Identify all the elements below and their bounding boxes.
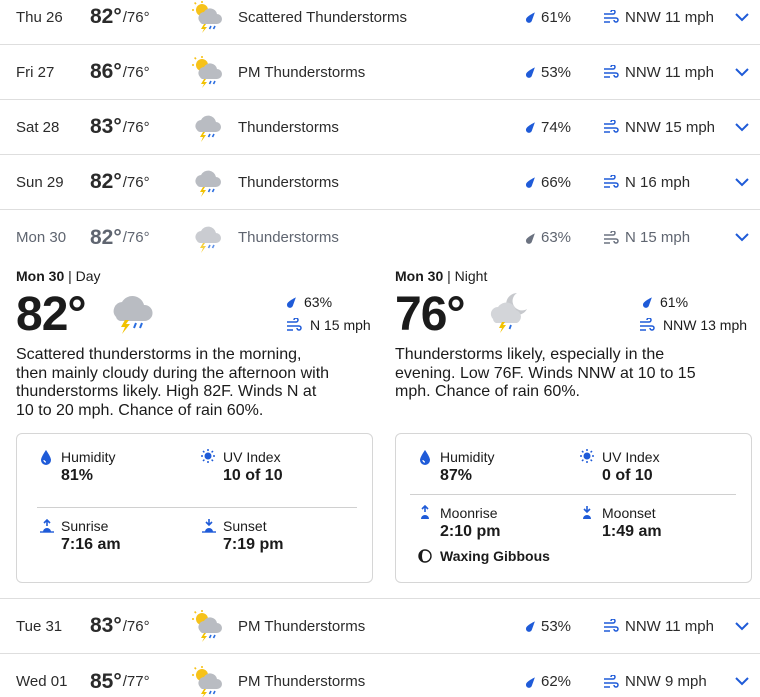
- day-part-title: [16, 268, 376, 284]
- night-part-date: Mon 30: [395, 268, 444, 284]
- humidity-cell: [440, 449, 494, 485]
- day-temperature: 82°: [16, 288, 86, 341]
- uv-index-value: 0 of 10: [602, 467, 653, 484]
- row-low: /76°: [122, 8, 150, 26]
- forecast-row-thu-26[interactable]: [0, 0, 760, 45]
- row-low: /76°: [122, 229, 150, 246]
- raindrop-icon: [525, 231, 535, 245]
- moonrise-icon: [418, 505, 432, 526]
- raindrop-icon: [525, 619, 535, 633]
- night-wind-value: NNW 13 mph: [663, 317, 748, 333]
- row-high: 85°: [90, 669, 122, 693]
- uv-index-cell: [223, 449, 283, 485]
- row-high: 86°: [90, 60, 122, 83]
- day-wind: [286, 317, 371, 333]
- moonset-cell: [602, 505, 662, 541]
- forecast-row-sat-28[interactable]: [0, 100, 760, 155]
- uv-index-label: UV Index: [602, 449, 660, 465]
- row-temps: [90, 45, 150, 99]
- moon-phase: [440, 548, 550, 564]
- row-precip: [525, 654, 571, 697]
- night-precip: [642, 294, 688, 310]
- forecast-row-wed-01[interactable]: [0, 654, 760, 697]
- row-wind-value: NNW 11 mph: [625, 8, 714, 26]
- sun-cloud-storm-icon: [190, 45, 226, 99]
- row-high: 82°: [90, 225, 122, 249]
- humidity-label: Humidity: [61, 449, 116, 465]
- cloud-storm-icon: [108, 289, 158, 342]
- row-low: /76°: [122, 118, 150, 136]
- row-low: /76°: [122, 173, 150, 191]
- raindrop-icon: [525, 675, 535, 689]
- row-temps: [90, 100, 150, 154]
- row-wind: [603, 654, 707, 697]
- day-part-panel: [16, 264, 376, 553]
- row-wind-value: N 15 mph: [625, 229, 691, 246]
- row-precip: [525, 100, 571, 154]
- sunrise-cell: [61, 518, 121, 554]
- card-divider: [37, 507, 357, 508]
- row-condition: PM Thunderstorms: [238, 63, 366, 81]
- forecast-row-mon-30[interactable]: [0, 210, 760, 265]
- moon-phase-icon: [418, 549, 432, 568]
- humidity-drop-icon: [418, 449, 432, 470]
- night-wind: [639, 317, 747, 333]
- row-precip-value: 66%: [541, 173, 572, 191]
- row-precip-value: 53%: [541, 617, 572, 635]
- wind-icon: [639, 318, 655, 332]
- sunset-cell: [223, 518, 283, 554]
- night-part-title: [395, 268, 755, 284]
- day-part-date: Mon 30: [16, 268, 65, 284]
- wind-icon: [603, 619, 619, 633]
- wind-icon: [603, 120, 619, 134]
- row-high: 82°: [90, 5, 122, 28]
- day-precip: [286, 294, 332, 310]
- row-precip-value: 63%: [541, 229, 572, 246]
- raindrop-icon: [525, 65, 535, 79]
- day-part-label: | Day: [64, 268, 101, 284]
- chevron-down-icon[interactable]: [732, 100, 752, 154]
- sunrise-value: 7:16 am: [61, 536, 121, 553]
- row-precip-value: 62%: [541, 673, 572, 690]
- moonset-value: 1:49 am: [602, 523, 662, 540]
- sunrise-icon: [39, 518, 55, 539]
- night-part-panel: [395, 264, 755, 564]
- raindrop-icon: [525, 175, 535, 189]
- row-precip: [525, 155, 571, 209]
- row-day: Sun 29: [16, 173, 64, 191]
- row-day: Thu 26: [16, 8, 63, 26]
- row-wind-value: NNW 9 mph: [625, 673, 707, 690]
- row-day: Wed 01: [16, 673, 68, 690]
- row-high: 83°: [90, 614, 122, 637]
- sunset-icon: [201, 518, 217, 539]
- row-day: Tue 31: [16, 617, 63, 635]
- moonrise-value: 2:10 pm: [440, 523, 501, 540]
- row-wind-value: NNW 11 mph: [625, 617, 714, 635]
- wind-icon: [603, 10, 619, 24]
- night-precip-value: 61%: [660, 294, 689, 310]
- humidity-cell: [61, 449, 115, 485]
- row-high: 82°: [90, 170, 122, 193]
- uv-index-cell: [602, 449, 660, 485]
- row-condition: Thunderstorms: [238, 118, 339, 136]
- row-day: Fri 27: [16, 63, 55, 81]
- row-temps: [90, 210, 150, 265]
- row-low: /77°: [122, 673, 150, 690]
- row-wind: [603, 210, 690, 265]
- row-wind-value: N 16 mph: [625, 173, 691, 191]
- chevron-down-icon[interactable]: [732, 599, 752, 653]
- chevron-down-icon[interactable]: [732, 155, 752, 209]
- humidity-drop-icon: [39, 449, 53, 470]
- wind-icon: [603, 675, 619, 689]
- cloud-storm-icon: [190, 155, 226, 209]
- row-day: Sat 28: [16, 118, 60, 136]
- humidity-value: 81%: [61, 467, 94, 484]
- row-wind: [603, 0, 714, 44]
- row-condition: Thunderstorms: [238, 229, 339, 246]
- chevron-down-icon[interactable]: [732, 0, 752, 44]
- moonrise-label: Moonrise: [440, 505, 498, 521]
- row-condition: Thunderstorms: [238, 173, 339, 191]
- wind-icon: [603, 65, 619, 79]
- row-wind-value: NNW 15 mph: [625, 118, 716, 136]
- uv-sun-icon: [580, 449, 594, 468]
- card-divider: [410, 494, 736, 495]
- sun-cloud-storm-icon: [190, 654, 226, 697]
- day-precip-value: 63%: [304, 294, 333, 310]
- row-wind-value: NNW 11 mph: [625, 63, 714, 81]
- moon-phase-value: Waxing Gibbous: [440, 548, 550, 564]
- humidity-value: 87%: [440, 467, 473, 484]
- moon-cloud-storm-icon: [487, 289, 533, 340]
- row-temps: [90, 599, 150, 653]
- row-precip: [525, 0, 571, 44]
- cloud-storm-icon: [190, 100, 226, 154]
- row-wind: [603, 45, 714, 99]
- sunset-value: 7:19 pm: [223, 536, 284, 553]
- night-part-label: | Night: [443, 268, 488, 284]
- day-details-card: [16, 433, 373, 583]
- row-precip-value: 53%: [541, 63, 572, 81]
- row-wind: [603, 100, 715, 154]
- row-precip: [525, 599, 571, 653]
- row-temps: [90, 654, 150, 697]
- row-precip: [525, 45, 571, 99]
- sun-cloud-storm-icon: [190, 0, 226, 44]
- row-precip-value: 61%: [541, 8, 572, 26]
- forecast-row-sun-29[interactable]: [0, 155, 760, 210]
- raindrop-icon: [525, 120, 535, 134]
- row-precip: [525, 210, 571, 265]
- uv-sun-icon: [201, 449, 215, 468]
- uv-index-label: UV Index: [223, 449, 281, 465]
- sun-cloud-storm-icon: [190, 599, 226, 653]
- row-wind: [603, 155, 690, 209]
- row-condition: PM Thunderstorms: [238, 673, 366, 690]
- chevron-down-icon[interactable]: [732, 45, 752, 99]
- night-details-card: [395, 433, 752, 583]
- cloud-storm-icon: [190, 210, 226, 265]
- raindrop-icon: [525, 10, 535, 24]
- moonset-label: Moonset: [602, 505, 656, 521]
- humidity-label: Humidity: [440, 449, 495, 465]
- raindrop-icon: [286, 295, 296, 309]
- day-narrative: Scattered thunderstorms in the morning, then mainly cloudy during the afternoon with thunderstorms likely. High 82F. Winds N at 10 to 20 mph. Chance of rain 60%.: [16, 346, 330, 419]
- row-day: Mon 30: [16, 229, 67, 246]
- forecast-row-tue-31[interactable]: [0, 599, 760, 654]
- row-low: /76°: [122, 617, 150, 635]
- row-condition: Scattered Thunderstorms: [238, 8, 407, 26]
- night-narrative: Thunderstorms likely, especially in the evening. Low 76F. Winds NNW at 10 to 15 mph. Chance of rain 60%.: [395, 346, 696, 400]
- chevron-down-icon[interactable]: [732, 654, 752, 697]
- forecast-row-fri-27[interactable]: [0, 45, 760, 100]
- wind-icon: [603, 231, 619, 245]
- chevron-down-icon[interactable]: [732, 210, 752, 265]
- day-detail-panel: [0, 264, 760, 599]
- sunset-label: Sunset: [223, 518, 267, 534]
- row-low: /76°: [122, 63, 150, 81]
- wind-icon: [603, 175, 619, 189]
- row-high: 83°: [90, 115, 122, 138]
- row-condition: PM Thunderstorms: [238, 617, 366, 635]
- day-wind-value: N 15 mph: [310, 317, 371, 333]
- wind-icon: [286, 318, 302, 332]
- row-temps: [90, 0, 150, 44]
- uv-index-value: 10 of 10: [223, 467, 283, 484]
- sunrise-label: Sunrise: [61, 518, 109, 534]
- raindrop-icon: [642, 295, 652, 309]
- moonrise-cell: [440, 505, 500, 541]
- row-precip-value: 74%: [541, 118, 572, 136]
- moonset-icon: [580, 505, 594, 526]
- night-temperature: 76°: [395, 288, 465, 341]
- row-temps: [90, 155, 150, 209]
- row-wind: [603, 599, 714, 653]
